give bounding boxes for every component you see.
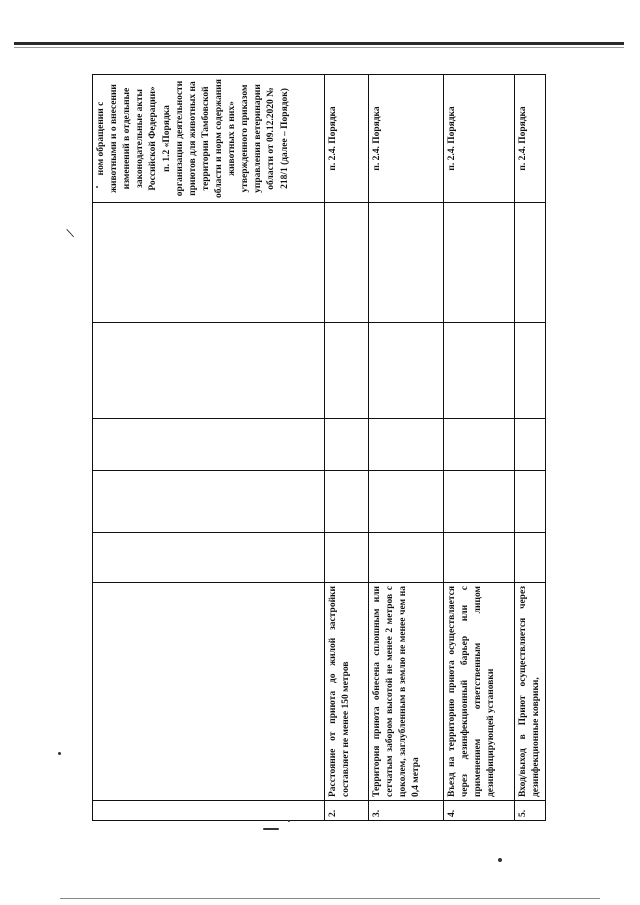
row-description: Вход/выход в Приют осуществляется через дезинфекционные коврики, bbox=[515, 583, 546, 801]
empty-cell bbox=[93, 323, 325, 419]
row-number: 4. bbox=[444, 801, 515, 821]
row-reference: ном обращении с животными и о внесении изменений в отдельные законодательные акты Российской Федерации» п. 1.2 «Порядка организации деятельности приютов для животных на территории Тамбовской области и норм содержания животных в них» утвержденного приказом управления ветеринарии области от 09.12.2020 № 218/1 (далее – Порядок) bbox=[93, 75, 325, 203]
empty-cell bbox=[444, 533, 515, 583]
empty-cell bbox=[93, 471, 325, 533]
empty-cell bbox=[444, 419, 515, 471]
row-description: Территория приюта обнесена сплошным или сетчатым забором высотой не менее 2 метров с цоколем, заглубленным в землю не менее чем на 0,4 метра bbox=[369, 583, 444, 801]
row-reference: п. 2.4. Порядка bbox=[325, 75, 369, 203]
empty-cell bbox=[93, 203, 325, 323]
empty-cell bbox=[515, 471, 546, 533]
row-number bbox=[93, 801, 325, 821]
row-description bbox=[93, 583, 325, 801]
empty-cell bbox=[369, 419, 444, 471]
scan-speck bbox=[58, 752, 61, 755]
table-row bbox=[93, 75, 325, 821]
table-row bbox=[444, 75, 515, 821]
empty-cell bbox=[369, 203, 444, 323]
empty-cell bbox=[515, 533, 546, 583]
rotated-page-content bbox=[92, 75, 544, 821]
empty-cell bbox=[444, 323, 515, 419]
row-reference: п. 2.4. Порядка bbox=[515, 75, 546, 203]
checklist-table bbox=[92, 74, 546, 821]
empty-cell bbox=[325, 323, 369, 419]
scan-border-line bbox=[60, 898, 600, 899]
row-description: Въезд на территорию приюта осуществляется через дезинфекционный барьер или с применением ответственным лицом дезинфицирующей установки bbox=[444, 583, 515, 801]
row-reference: п. 2.4. Порядка bbox=[444, 75, 515, 203]
row-description: Расстояние от приюта до жилой застройки составляет не менее 150 метров bbox=[325, 583, 369, 801]
empty-cell bbox=[325, 533, 369, 583]
empty-cell bbox=[93, 419, 325, 471]
empty-cell bbox=[93, 533, 325, 583]
empty-cell bbox=[444, 203, 515, 323]
table-row bbox=[325, 75, 369, 821]
scan-border-line bbox=[14, 42, 624, 45]
row-number: 3. bbox=[369, 801, 444, 821]
scan-speck: / bbox=[62, 227, 78, 239]
empty-cell bbox=[515, 323, 546, 419]
scan-speck bbox=[96, 186, 98, 188]
empty-cell bbox=[515, 419, 546, 471]
empty-cell bbox=[325, 203, 369, 323]
empty-cell bbox=[325, 419, 369, 471]
empty-cell bbox=[369, 471, 444, 533]
table-row bbox=[369, 75, 444, 821]
scan-speck bbox=[288, 820, 290, 822]
scan-border-line bbox=[14, 47, 624, 48]
empty-cell bbox=[444, 471, 515, 533]
empty-cell bbox=[515, 203, 546, 323]
scan-speck bbox=[498, 858, 502, 862]
table-row bbox=[515, 75, 546, 821]
row-number: 2. bbox=[325, 801, 369, 821]
row-number: 5. bbox=[515, 801, 546, 821]
empty-cell bbox=[369, 533, 444, 583]
empty-cell bbox=[369, 323, 444, 419]
row-reference: п. 2.4. Порядка bbox=[369, 75, 444, 203]
scan-speck bbox=[263, 828, 279, 830]
empty-cell bbox=[325, 471, 369, 533]
